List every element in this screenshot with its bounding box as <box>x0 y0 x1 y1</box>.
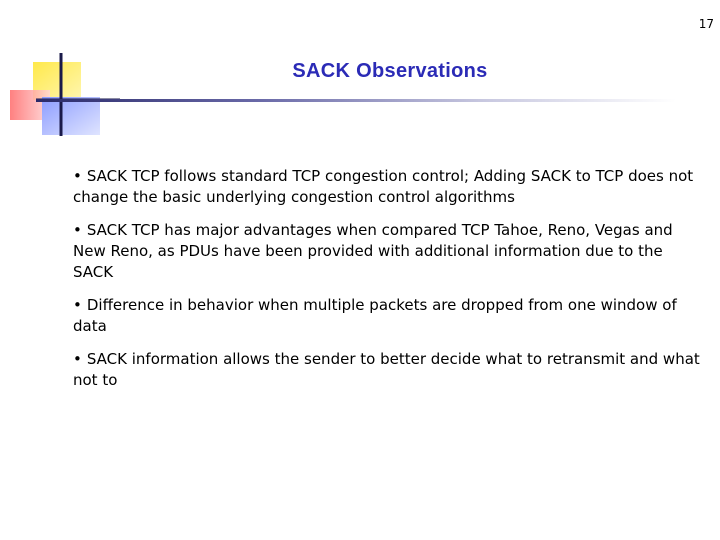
bullet-item <box>73 295 703 337</box>
bullet-marker: • <box>73 167 82 185</box>
bullet-text: SACK TCP has major advantages when compared TCP Tahoe, Reno, Vegas and New Reno, as PDUs have been provided with additional information due to the SACK <box>73 221 673 281</box>
bullet-marker: • <box>73 221 82 239</box>
bullet-item <box>73 166 703 208</box>
bullet-item <box>73 220 703 283</box>
deco-blue-square <box>42 97 100 135</box>
bullet-marker: • <box>73 350 82 368</box>
bullet-marker: • <box>73 296 82 314</box>
title-underline <box>36 99 676 102</box>
bullet-item <box>73 349 703 391</box>
page-number: 17 <box>698 17 714 31</box>
bullet-list <box>73 166 703 403</box>
bullet-text: SACK TCP follows standard TCP congestion control; Adding SACK to TCP does not change the basic underlying congestion control algorithms <box>73 167 694 206</box>
slide-title: SACK Observations <box>292 60 488 82</box>
bullet-text: Difference in behavior when multiple packets are dropped from one window of data <box>73 296 677 335</box>
bullet-text: SACK information allows the sender to better decide what to retransmit and what not to <box>73 350 700 389</box>
